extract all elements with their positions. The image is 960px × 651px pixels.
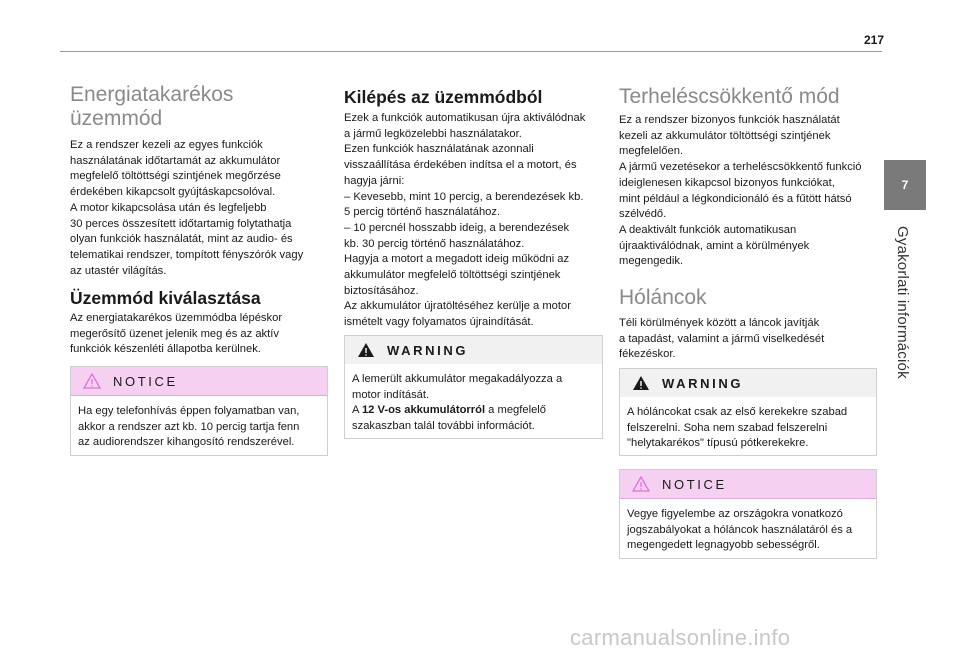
notice-label: NOTICE [662, 476, 727, 492]
warning-triangle-icon [632, 476, 650, 492]
snow-chains-text: Téli körülmények között a láncok javítják a tapadást, valamint a jármű viselkedését fékezéskor. [619, 317, 825, 361]
section-title-exit-mode: Kilépés az üzemmódból [344, 87, 543, 107]
warning-text-bold: 12 V-os akkumulátorról [361, 404, 486, 417]
notice-label: NOTICE [113, 373, 178, 389]
warning-triangle-icon [357, 342, 375, 358]
notice-text: Vegye figyelembe az országokra vonatkozó jogszabályokat a hóláncok használatáról és a megengedett legnagyobb sebességről. [627, 508, 853, 552]
section-title-mode-select: Üzemmód kiválasztása [70, 288, 261, 308]
top-rule [60, 51, 882, 52]
warning-text-part-1: A lemerült akkumulátor megakadályozza a motor indítását. A [352, 373, 563, 417]
warning-triangle-icon [83, 373, 101, 389]
warning-header [620, 369, 876, 397]
chapter-tab [884, 160, 926, 210]
warning-triangle-icon [632, 375, 650, 391]
mode-select-text: Az energiatakarékos üzemmódba lépéskor megerősítő üzenet jelenik meg és az aktív funkciók készenléti állapotba kerülnek. [70, 312, 283, 356]
section-title-energy-saving: Energiatakarékos üzemmód [70, 83, 234, 130]
notice-box [70, 366, 328, 456]
warning-box [344, 335, 603, 439]
watermark: carmanualsonline.info [570, 625, 791, 650]
notice-header [620, 470, 876, 498]
section-title-load-reduction: Terheléscsökkentő mód [619, 85, 840, 108]
energy-saving-text: Ez a rendszer kezeli az egyes funkciók használatának időtartamát az akkumulátor megfelelő töltöttségi szintjének megőrzése érdekében kikapcsolt gyújtáskapcsolóval. A motor kikapcsolása után és legfeljebb 30 perces összesített időtartamig folytathatja olyan funkciók használatát, mint az audio- és telematikai rendszer, tompított fényszórók vagy az utastér világítás. [70, 139, 304, 277]
chapter-title: Gyakorlati információk [894, 226, 911, 379]
notice-text: Ha egy telefonhívás éppen folyamatban van, akkor a rendszer azt kb. 10 percig tartja fenn az audiorendszer kihangosító rendszerével. [78, 405, 300, 449]
notice-header [71, 367, 327, 395]
load-reduction-text: Ez a rendszer bizonyos funkciók használatát kezeli az akkumulátor töltöttségi szintjének megfelelően. A jármű vezetésekor a terheléscsökkentő funkció ideiglenesen kikapcsol bizonyos funkciókat, mint például a légkondicionáló és a fűtött hátsó szélvédő. A deaktivált funkciók automatikusan újraaktiválódnak, amint a körülmények megengedik. [619, 114, 862, 268]
warning-text-part-2: a megfelelő szakaszban talál további információt. [352, 404, 547, 433]
warning-header [345, 336, 602, 364]
chapter-number: 7 [901, 178, 909, 192]
warning-box [619, 368, 877, 456]
notice-box [619, 469, 877, 559]
warning-text [345, 364, 602, 443]
warning-text: A hóláncokat csak az első kerekekre szabad felszerelni. Soha nem szabad felszerelni "helytakarékos" típusú pótkerekekre. [627, 406, 848, 450]
exit-mode-text: Ezek a funkciók automatikusan újra aktiválódnak a jármű legközelebbi használatakor. Ezen funkciók használatának azonnali visszaállítása érdekében indítsa el a motort, és hagyja járni: – Kevesebb, mint 10 percig, a berendezések kb. 5 percig történő használatához. – 10 percnél hosszabb ideig, a berendezések kb. 30 percig történő használatához. Hagyja a motort a megadott ideig működni az akkumulátor megfelelő töltöttségi szintjének biztosításához. Az akkumulátor újratöltéséhez kerülje a motor ismételt vagy folyamatos újraindítását. [344, 112, 586, 329]
section-title-snow-chains: Hóláncok [619, 286, 707, 309]
page-number: 217 [864, 33, 885, 47]
warning-label: WARNING [387, 342, 469, 358]
warning-label: WARNING [662, 375, 744, 391]
